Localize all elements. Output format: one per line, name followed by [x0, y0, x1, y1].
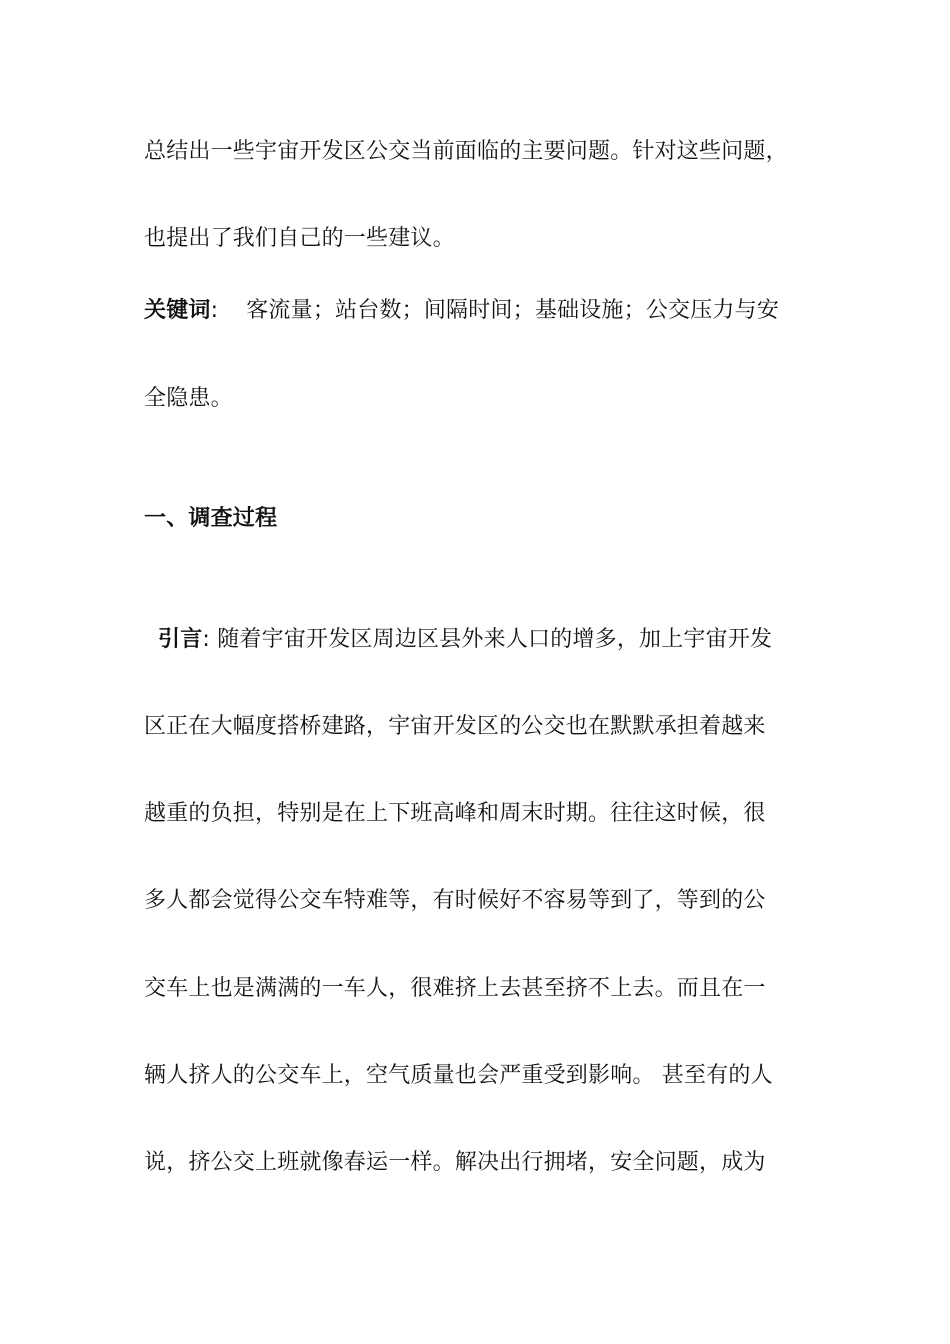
intro-text: 随着宇宙开发区周边区县外来人口的增多，加上宇宙开发: [217, 627, 773, 652]
keywords-line-2: 全隐患。: [144, 386, 233, 411]
intro-line-4: 多人都会觉得公交车特难等，有时候好不容易等到了，等到的公: [144, 888, 766, 913]
keywords-label: 关键词: [144, 298, 211, 323]
section-heading: 一、调查过程: [144, 506, 278, 531]
intro-line-5: 交车上也是满满的一车人，很难挤上去甚至挤不上去。而且在一: [144, 976, 766, 1001]
intro-label: 引言: [158, 627, 203, 652]
intro-line-6: 辆人挤人的公交车上，空气质量也会严重受到影响。 甚至有的人: [144, 1063, 773, 1088]
intro-line-2: 区正在大幅度搭桥建路，宇宙开发区的公交也在默默承担着越来: [144, 714, 766, 739]
abstract-line-1: 总结出一些宇宙开发区公交当前面临的主要问题。针对这些问题，: [144, 139, 788, 164]
intro-colon: :: [202, 627, 211, 652]
intro-line-7: 说，挤公交上班就像春运一样。解决出行拥堵，安全问题，成为: [144, 1150, 766, 1175]
intro-line-1: [144, 625, 772, 655]
intro-line-3: 越重的负担，特别是在上下班高峰和周末时期。往往这时候，很: [144, 801, 766, 826]
keywords-line-1: [144, 296, 779, 326]
abstract-line-2: 也提出了我们自己的一些建议。: [144, 226, 455, 251]
keywords-text: 客流量；站台数；间隔时间；基础设施；公交压力与安: [246, 298, 780, 323]
keywords-colon: :: [210, 298, 219, 323]
